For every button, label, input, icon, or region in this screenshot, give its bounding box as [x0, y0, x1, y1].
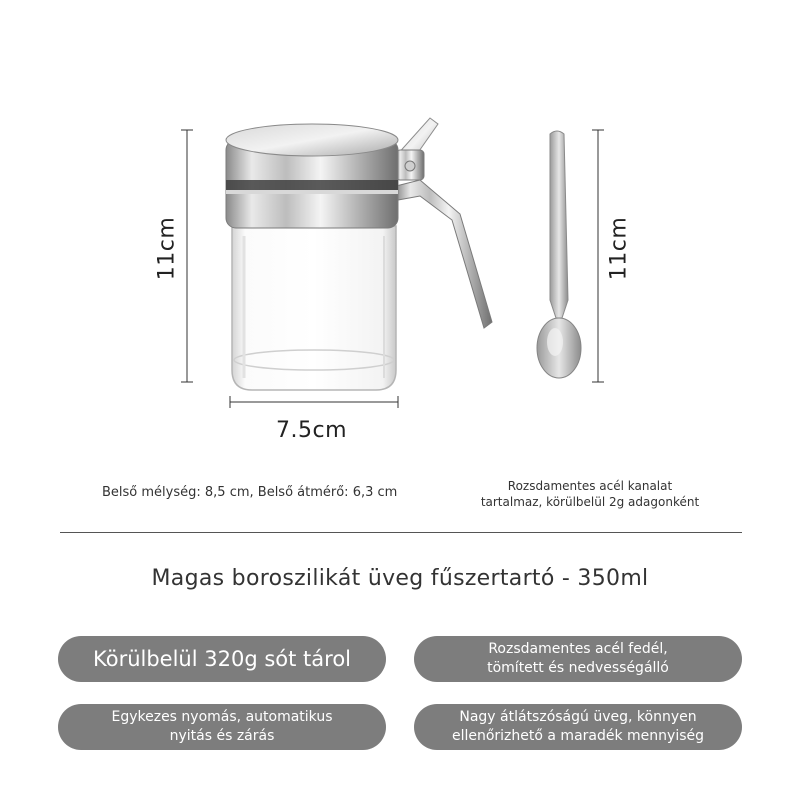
lid-handle — [396, 118, 492, 328]
inner-dimensions-text: Belső mélység: 8,5 cm, Belső átmérő: 6,3 cm — [102, 485, 398, 500]
feature-text: Rozsdamentes acél fedél, tömített és nedvességálló — [487, 641, 669, 676]
jar-height-label: 11cm — [154, 216, 180, 281]
feature-badge-one-hand — [58, 704, 386, 750]
steel-spoon — [537, 131, 581, 378]
feature-text: Egykezes nyomás, automatikus nyitás és zárás — [111, 709, 333, 744]
feature-text: Körülbelül 320g sót tárol — [93, 647, 351, 671]
jar-width-label: 7.5cm — [276, 418, 348, 443]
spoon-height-label: 11cm — [606, 216, 632, 281]
feature-badge-capacity — [58, 636, 386, 682]
glass-jar — [232, 226, 396, 390]
spoon-height-dimension-line — [592, 130, 604, 382]
product-title: Magas boroszilikát üveg fűszertartó - 350ml — [151, 566, 649, 591]
jar-width-dimension-line — [230, 396, 398, 408]
section-divider — [60, 532, 742, 533]
steel-lid — [226, 124, 398, 228]
feature-badge-transparency — [414, 704, 742, 750]
feature-badge-lid — [414, 636, 742, 682]
jar-height-dimension-line — [181, 130, 193, 382]
feature-text: Nagy átlátszóságú üveg, könnyen ellenőrizhető a maradék mennyiség — [451, 709, 705, 744]
spoon-note-text: Rozsdamentes acél kanalat tartalmaz, körülbelül 2g adagonként — [480, 479, 700, 509]
